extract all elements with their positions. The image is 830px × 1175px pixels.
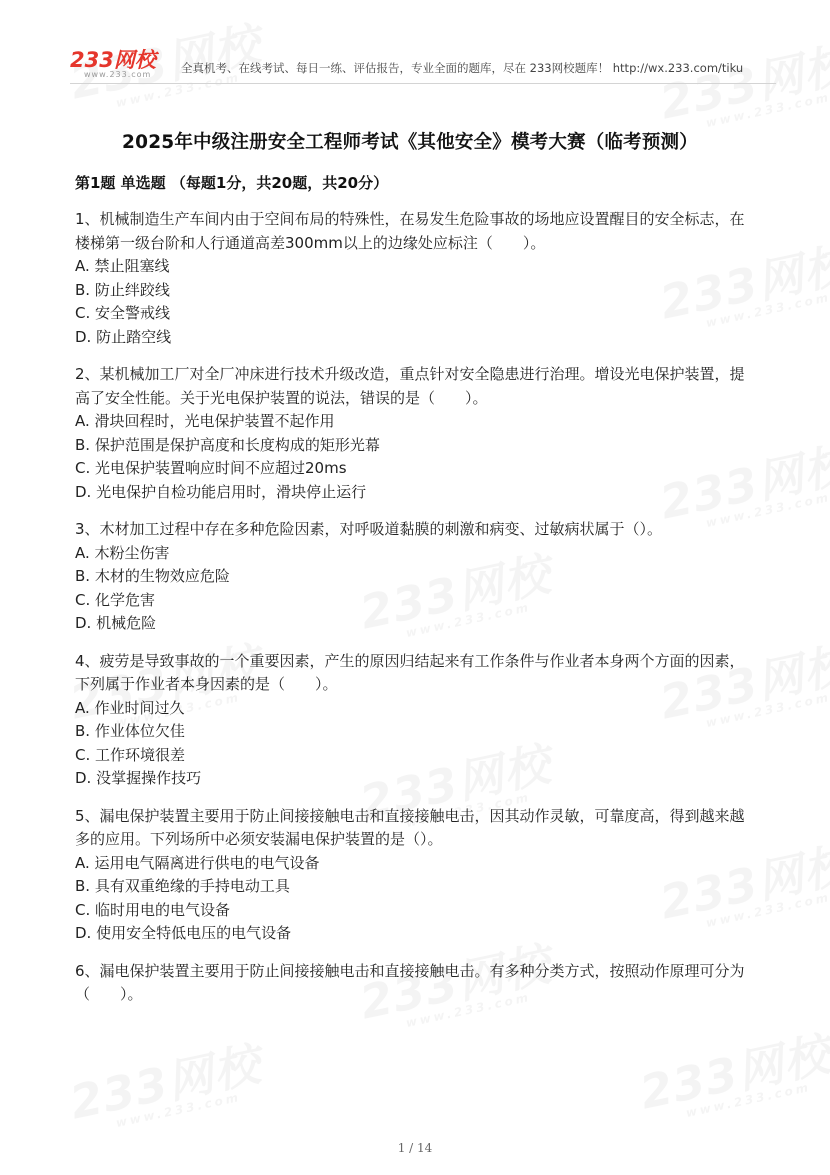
answer-option: C. 光电保护装置响应时间不应超过20ms (75, 459, 347, 477)
question-list (75, 208, 745, 1007)
watermark-text (636, 1031, 830, 1116)
answer-option: D. 机械危险 (75, 614, 157, 632)
answer-option: D. 防止踏空线 (75, 327, 172, 346)
answer-option: C. 临时用电的电气设备 (75, 900, 231, 919)
question-item (75, 208, 745, 349)
question-item (75, 363, 745, 504)
answer-option: C. 安全警戒线 (75, 304, 171, 322)
logo-text: 233网校 (70, 48, 156, 72)
answer-option: D. 使用安全特低电压的电气设备 (75, 924, 292, 942)
answer-option: D. 没掌握操作技巧 (75, 769, 202, 787)
document-title: 2025年中级注册安全工程师考试《其他安全》模考大赛（临考预测） (122, 132, 698, 153)
answer-option: A. 禁止阻塞线 (75, 257, 170, 275)
answer-option: C. 化学危害 (75, 590, 156, 609)
answer-option: C. 工作环境很差 (75, 745, 186, 764)
document-body (75, 128, 745, 1007)
watermark-subtext (115, 1086, 267, 1130)
question-item (75, 650, 745, 791)
question-stem: 2、某机械加工厂对全厂冲床进行技术升级改造，重点针对安全隐患进行治理。增设光电保护装置，提高了安全性能。关于光电保护装置的说法，错误的是（ ）。 (75, 365, 745, 407)
answer-option: D. 光电保护自检功能启用时，滑块停止运行 (75, 482, 367, 501)
answer-option: A. 运用电气隔离进行供电的电气设备 (75, 853, 320, 872)
question-stem: 1、机械制造生产车间内由于空间布局的特殊性，在易发生危险事故的场地应设置醒目的安全标志，在楼梯第一级台阶和人行通道高差300mm以上的边缘处应标注（ ）。 (75, 210, 745, 252)
answer-option: A. 木粉尘伤害 (75, 543, 170, 562)
question-stem: 4、疲劳是导致事故的一个重要因素，产生的原因归结起来有工作条件与作业者本身两个方面的因素，下列属于作业者本身因素的是（ ）。 (75, 651, 745, 693)
answer-option: A. 滑块回程时，光电保护装置不起作用 (75, 412, 335, 430)
question-item (75, 518, 745, 636)
question-item (75, 805, 745, 946)
watermark (66, 1041, 267, 1138)
header-divider (70, 83, 776, 84)
header-slogan: 全真机考、在线考试、每日一练、评估报告，专业全面的题库，尽在 233网校题库！ http://wx.233.com/tiku (181, 61, 744, 75)
answer-option: B. 保护范围是保护高度和长度构成的矩形光幕 (75, 435, 380, 454)
question-stem: 5、漏电保护装置主要用于防止间接接触电击和直接接触电击，因其动作灵敏，可靠度高，得到越来越多的应用。下列场所中必须安装漏电保护装置的是（）。 (75, 806, 745, 848)
watermark-text (66, 1041, 264, 1126)
page-header (0, 0, 830, 96)
section-title: 第1题 单选题 （每题1分，共20题，共20分） (75, 174, 389, 192)
answer-option: B. 防止绊跤线 (75, 280, 170, 299)
page-indicator: 1 / 14 (397, 1141, 433, 1155)
answer-option: A. 作业时间过久 (75, 698, 185, 717)
answer-option: B. 具有双重绝缘的手持电动工具 (75, 877, 290, 895)
answer-option: B. 作业体位欠佳 (75, 722, 185, 740)
brand-logo (70, 50, 156, 80)
question-item (75, 960, 745, 1007)
watermark-subtext (685, 1076, 830, 1120)
question-stem: 6、漏电保护装置主要用于防止间接接触电击和直接接触电击。有多种分类方式，按照动作原理可分为（ ）。 (75, 961, 745, 1003)
question-stem: 3、木材加工过程中存在多种危险因素，对呼吸道黏膜的刺激和病变、过敏病状属于（）。 (75, 520, 663, 538)
watermark (636, 1031, 830, 1128)
logo-url-text: www.233.com (84, 70, 152, 79)
answer-option: B. 木材的生物效应危险 (75, 567, 230, 585)
